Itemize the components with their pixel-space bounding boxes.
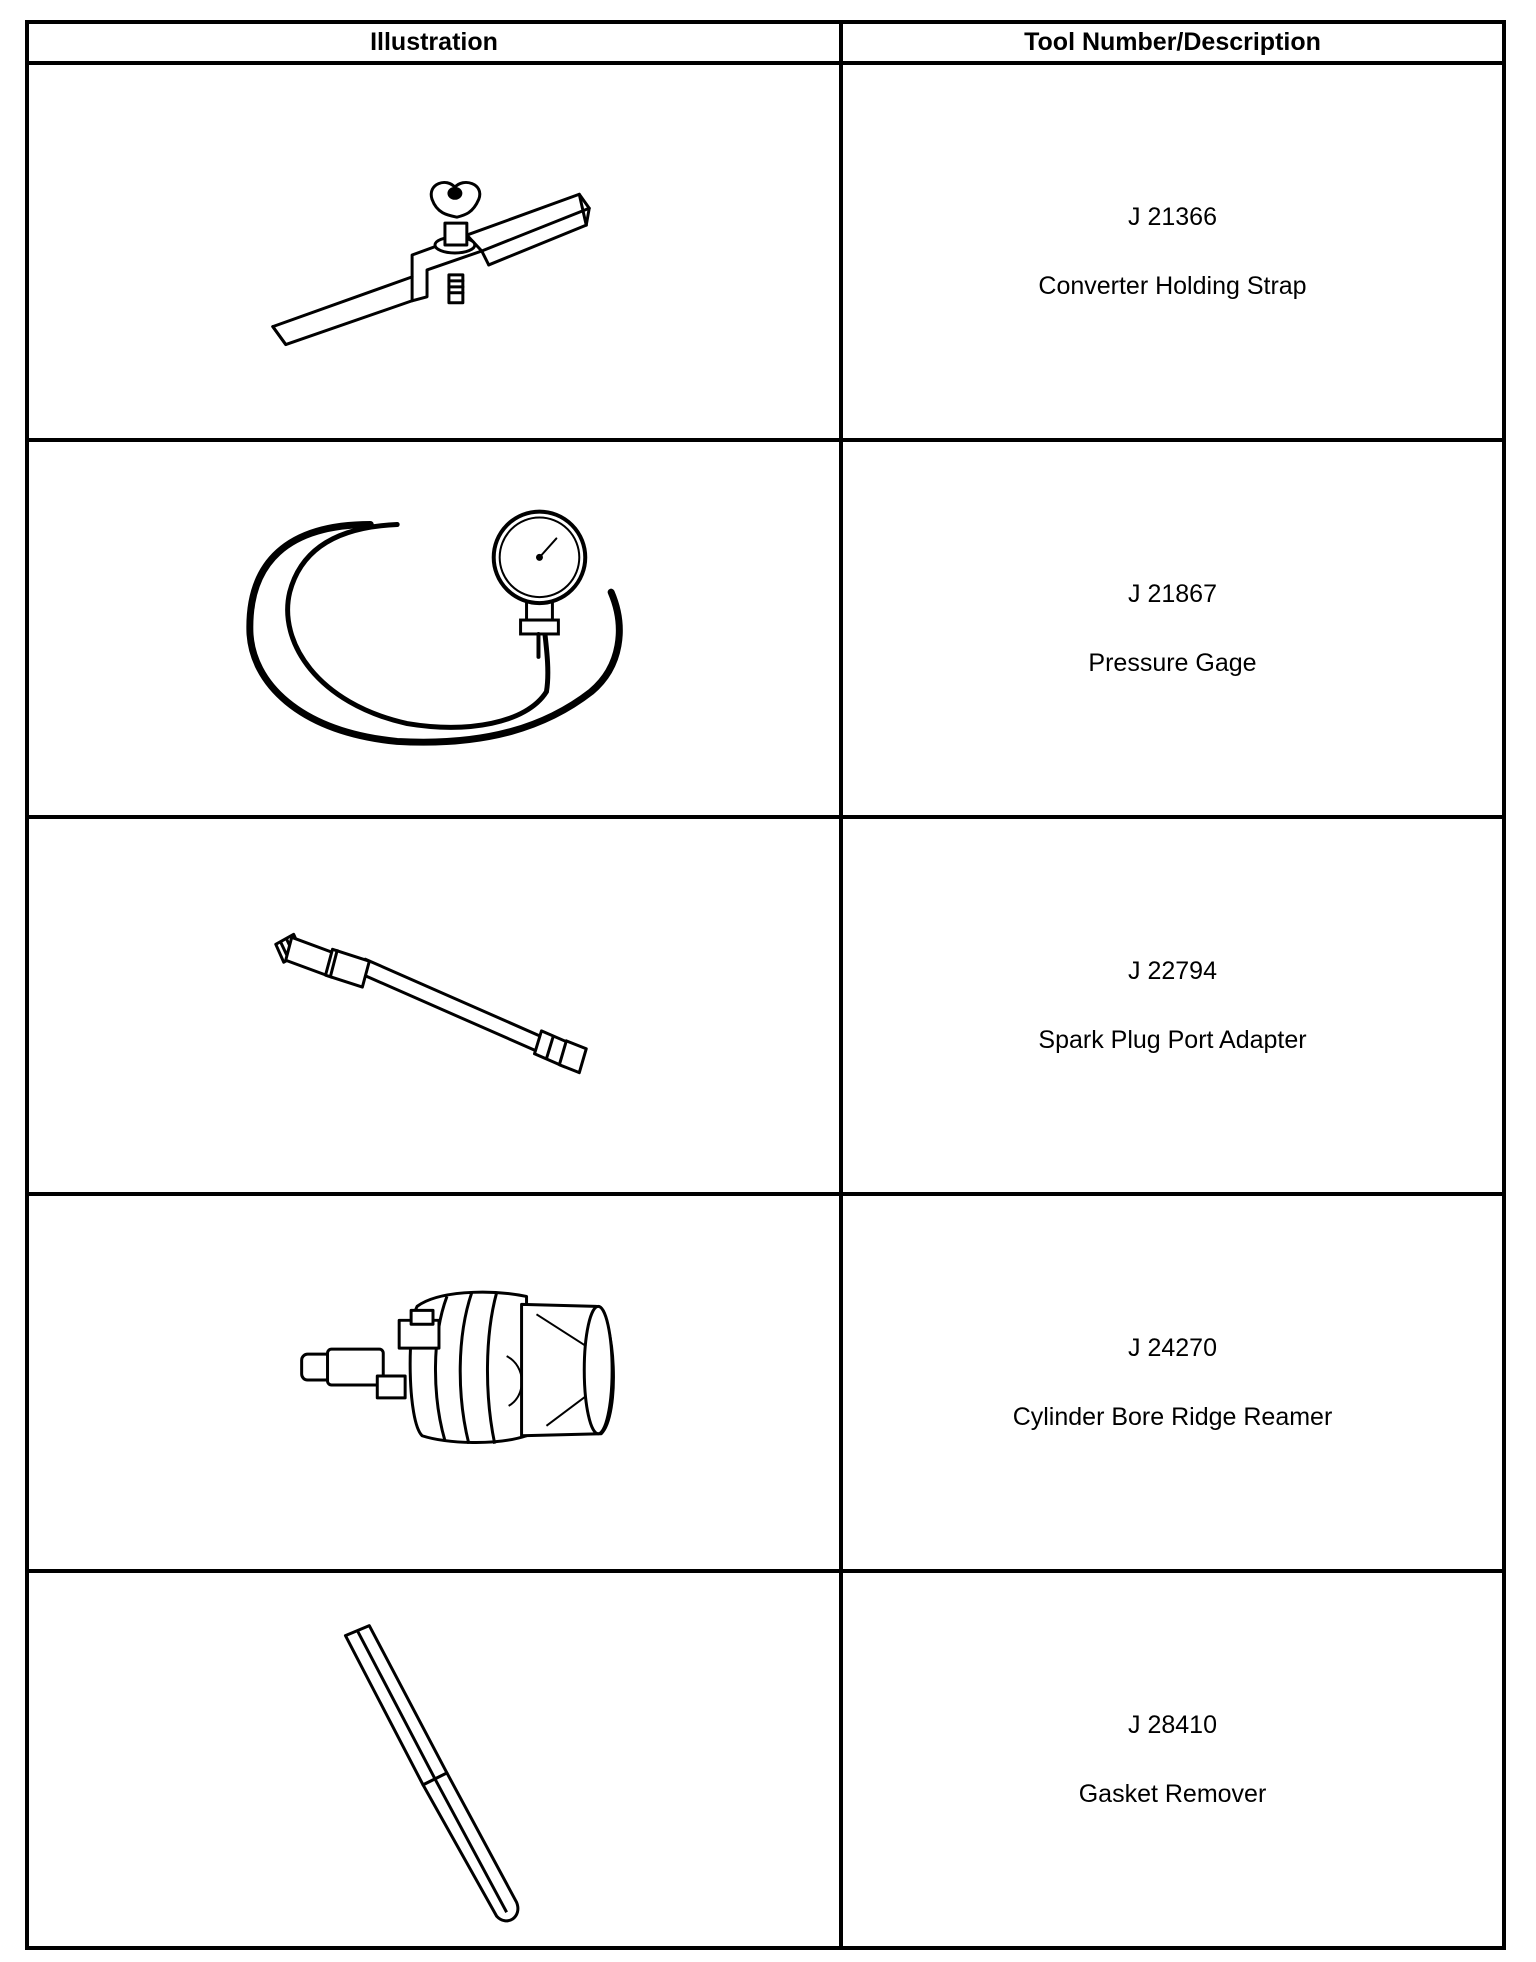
table-row — [27, 63, 1504, 440]
tool-description: Pressure Gage — [1088, 648, 1257, 677]
tool-number: J 24270 — [1128, 1333, 1217, 1362]
table-row — [27, 1571, 1504, 1948]
tool-description: Converter Holding Strap — [1038, 271, 1307, 300]
illustration-cell — [27, 817, 841, 1194]
spark-plug-port-adapter-icon — [29, 819, 839, 1192]
illustration-column-header: Illustration — [27, 22, 841, 63]
tool-info-cell — [841, 817, 1504, 1194]
table-row — [27, 440, 1504, 817]
tool-number: J 21366 — [1128, 202, 1217, 231]
table-row — [27, 1194, 1504, 1571]
gasket-remover-icon — [29, 1573, 839, 1946]
tool-description: Cylinder Bore Ridge Reamer — [1012, 1402, 1333, 1431]
pressure-gage-icon — [29, 442, 839, 815]
tool-description: Gasket Remover — [1078, 1779, 1267, 1808]
tool-info-cell — [841, 1194, 1504, 1571]
tool-number: J 28410 — [1128, 1710, 1217, 1739]
table-header-row — [27, 22, 1504, 63]
cylinder-bore-ridge-reamer-icon — [29, 1196, 839, 1569]
illustration-cell — [27, 1194, 841, 1571]
converter-holding-strap-icon — [29, 65, 839, 438]
illustration-cell — [27, 63, 841, 440]
tool-number: J 22794 — [1128, 956, 1217, 985]
special-tools-table — [25, 20, 1506, 1950]
illustration-cell — [27, 440, 841, 817]
tool-column-header: Tool Number/Description — [841, 22, 1504, 63]
tool-description: Spark Plug Port Adapter — [1038, 1025, 1307, 1054]
table-row — [27, 817, 1504, 1194]
tool-number: J 21867 — [1128, 579, 1217, 608]
tool-info-cell — [841, 1571, 1504, 1948]
tool-info-cell — [841, 440, 1504, 817]
tool-info-cell — [841, 63, 1504, 440]
illustration-cell — [27, 1571, 841, 1948]
